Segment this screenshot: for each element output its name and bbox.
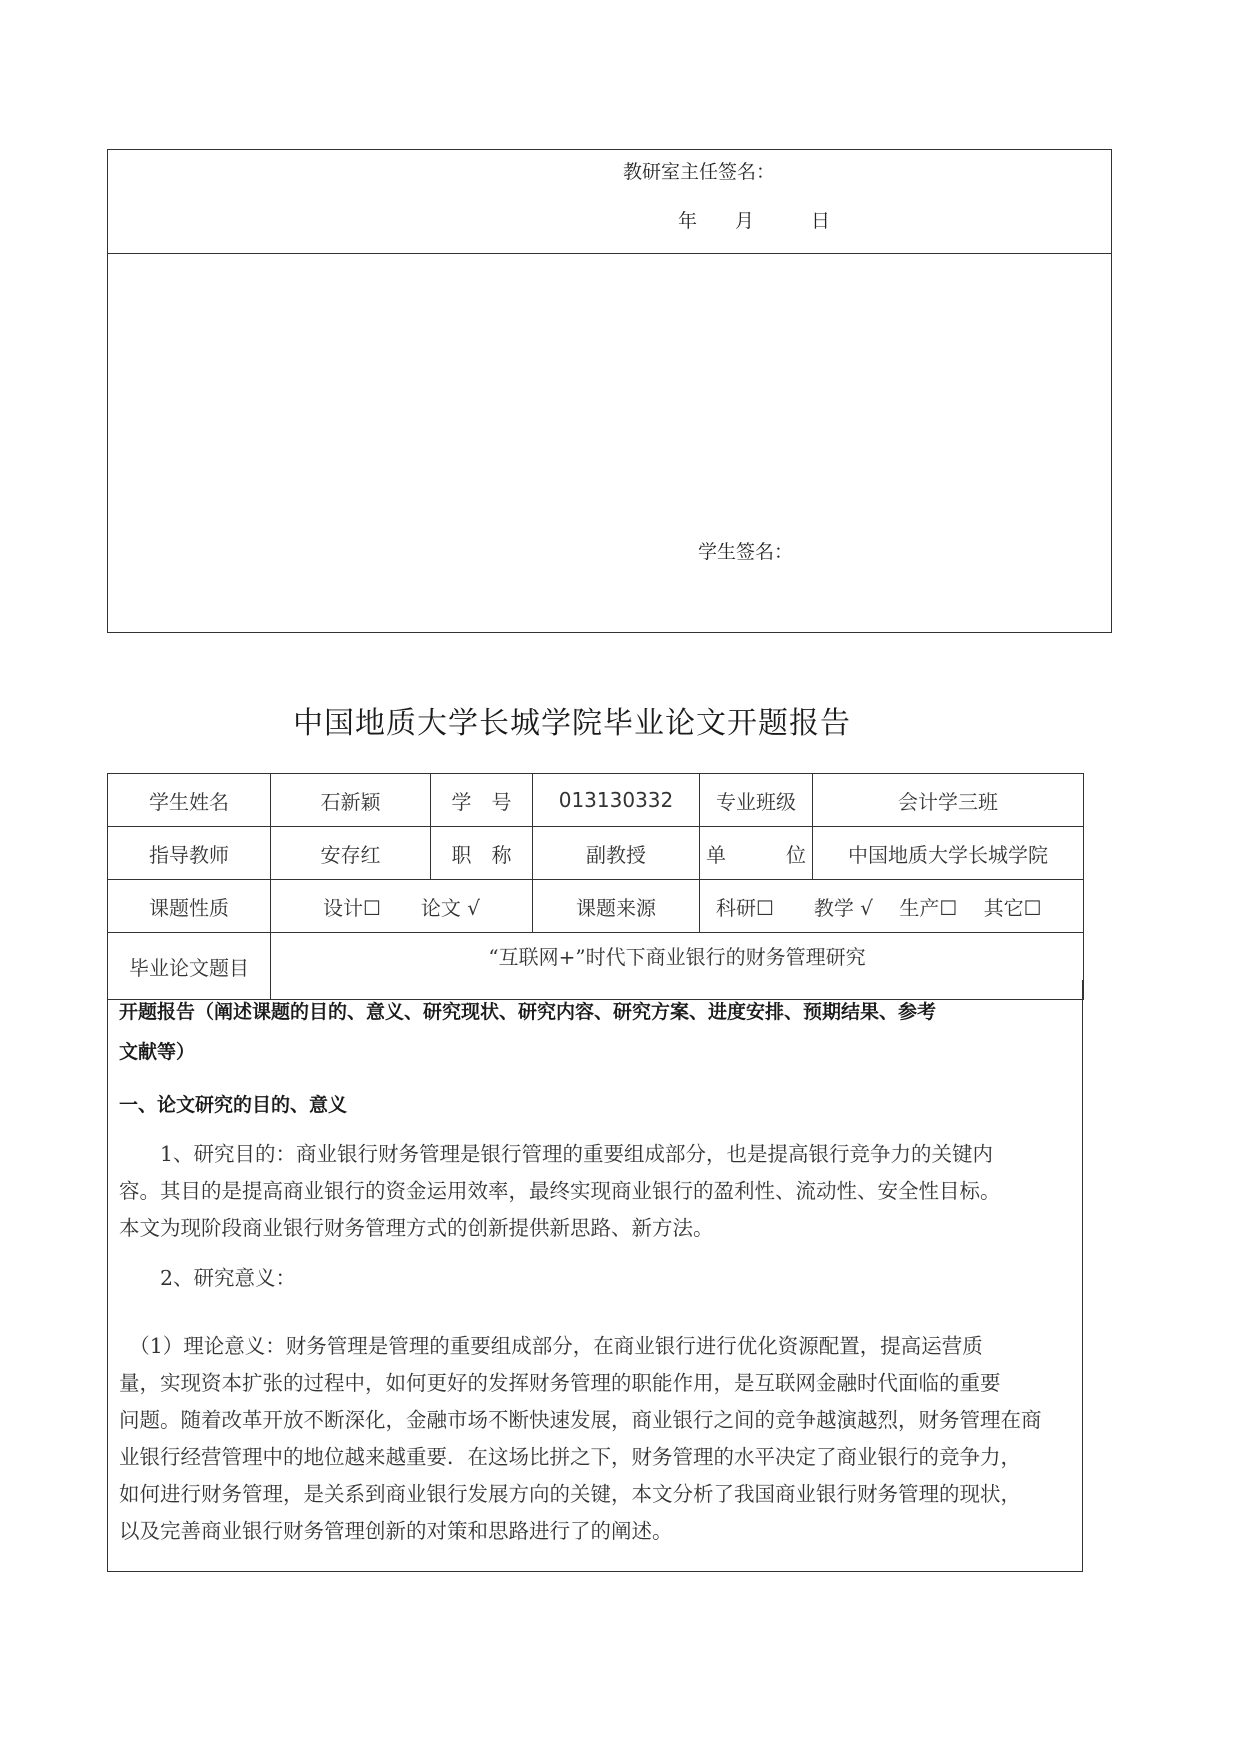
director-signature-label: 教研室主任签名： — [623, 161, 776, 183]
text-line: 1、研究目的：商业银行财务管理是银行管理的重要组成部分，也是提高银行竞争力的关键内 — [119, 1142, 994, 1166]
student-id-value: 013130332 — [533, 774, 700, 827]
table-row — [108, 827, 1084, 880]
text-line: 容。其目的是提高商业银行的资金运用效率，最终实现商业银行的盈利性、流动性、安全性目标。 — [119, 1179, 1001, 1203]
table-row — [108, 880, 1084, 933]
topic-nature-value: 设计☐ 论文 √ — [271, 880, 533, 933]
report-header-line2: 文献等） — [119, 1041, 196, 1063]
rank-value: 副教授 — [533, 827, 700, 880]
info-table — [107, 773, 1084, 1000]
student-signature-label: 学生签名： — [698, 541, 794, 563]
advisor-value: 安存红 — [271, 827, 431, 880]
topic-source-label: 课题来源 — [533, 880, 700, 933]
advisor-label: 指导教师 — [108, 827, 271, 880]
text-line: 本文为现阶段商业银行财务管理方式的创新提供新思路、新方法。 — [119, 1216, 714, 1240]
student-name-value: 石新颖 — [271, 774, 431, 827]
class-value: 会计学三班 — [813, 774, 1084, 827]
paragraph-theoretical-significance — [119, 1328, 1069, 1550]
student-signature-box — [107, 253, 1112, 633]
section-heading: 一、论文研究的目的、意义 — [119, 1094, 348, 1116]
text-line: 量，实现资本扩张的过程中，如何更好的发挥财务管理的职能作用，是互联网金融时代面临的重要 — [119, 1371, 1001, 1395]
topic-source-value: 科研☐ 教学 √ 生产☐ 其它☐ — [700, 880, 1084, 933]
student-id-label: 学 号 — [431, 774, 533, 827]
text-line: 业银行经营管理中的地位越来越重要．在这场比拼之下，财务管理的水平决定了商业银行的竞争力， — [119, 1445, 1021, 1469]
table-row — [108, 774, 1084, 827]
text-line: 问题。随着改革开放不断深化，金融市场不断快速发展，商业银行之间的竞争越演越烈，财务管理在商 — [119, 1408, 1042, 1432]
director-signature-box — [107, 149, 1112, 254]
unit-label: 单 位 — [700, 827, 813, 880]
page-title: 中国地质大学长城学院毕业论文开题报告 — [293, 706, 851, 741]
topic-nature-label: 课题性质 — [108, 880, 271, 933]
text-line: 2、研究意义： — [119, 1266, 297, 1290]
paragraph-research-purpose — [119, 1136, 1069, 1247]
unit-value: 中国地质大学长城学院 — [813, 827, 1084, 880]
thesis-title-label: 毕业论文题目 — [108, 933, 271, 1000]
student-name-label: 学生姓名 — [108, 774, 271, 827]
rank-label: 职 称 — [431, 827, 533, 880]
report-header-line1: 开题报告（阐述课题的目的、意义、研究现状、研究内容、研究方案、进度安排、预期结果、参考 — [119, 1001, 937, 1023]
paragraph-research-significance — [119, 1260, 1069, 1297]
text-line: 以及完善商业银行财务管理创新的对策和思路进行了的阐述。 — [119, 1519, 673, 1543]
text-line: （1）理论意义：财务管理是管理的重要组成部分，在商业银行进行优化资源配置，提高运营质 — [119, 1334, 983, 1358]
text-line: 如何进行财务管理，是关系到商业银行发展方向的关键，本文分析了我国商业银行财务管理的现状， — [119, 1482, 1021, 1506]
thesis-title-value: “互联网+”时代下商业银行的财务管理研究 — [271, 933, 1084, 1000]
class-label: 专业班级 — [700, 774, 813, 827]
date-line: 年 月 日 — [678, 210, 831, 232]
